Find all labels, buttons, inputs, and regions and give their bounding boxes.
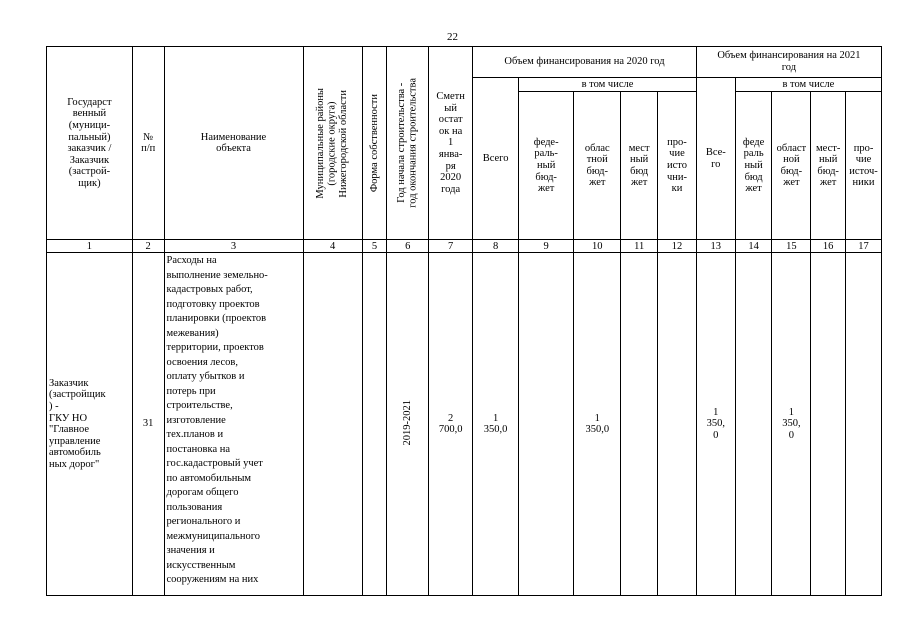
- row-local-2020: [621, 253, 658, 596]
- column-number: 16: [811, 240, 846, 253]
- header-regional-2021: област ной бюд- жет: [772, 92, 811, 240]
- row-ownership: [362, 253, 387, 596]
- page-number: 22: [447, 31, 458, 43]
- row-local-2021: [811, 253, 846, 596]
- column-number: 11: [621, 240, 658, 253]
- row-federal-2020: [519, 253, 574, 596]
- column-number: 17: [846, 240, 882, 253]
- header-row-1: [47, 47, 882, 78]
- column-number: 1: [47, 240, 133, 253]
- column-number-row: [47, 240, 882, 253]
- header-total-2021: Все- го: [696, 78, 735, 240]
- column-number: 15: [772, 240, 811, 253]
- row-regional-2021: 1 350, 0: [772, 253, 811, 596]
- column-number: 5: [362, 240, 387, 253]
- header-group-2021: Объем финансирования на 2021 год: [696, 47, 881, 78]
- header-other-2020: про- чие исто чни- ки: [658, 92, 697, 240]
- header-local-2020: мест ный бюд жет: [621, 92, 658, 240]
- header-including-2021: в том числе: [735, 78, 881, 92]
- column-number: 10: [574, 240, 621, 253]
- column-number: 7: [429, 240, 473, 253]
- header-ownership: Форма собственности: [362, 47, 387, 240]
- header-federal-2020: феде- раль- ный бюд- жет: [519, 92, 574, 240]
- row-estimate-balance: 2 700,0: [429, 253, 473, 596]
- row-other-2020: [658, 253, 697, 596]
- column-number: 2: [132, 240, 164, 253]
- header-years: Год начала строительства - год окончания строительства: [387, 47, 429, 240]
- header-federal-2021: феде раль ный бюд жет: [735, 92, 772, 240]
- column-number: 9: [519, 240, 574, 253]
- row-regional-2020: 1 350,0: [574, 253, 621, 596]
- row-other-2021: [846, 253, 882, 596]
- row-customer: Заказчик (застройщик ) - ГКУ НО "Главное управление автомобиль ных дорог": [47, 253, 133, 596]
- header-regional-2020: облас тной бюд- жет: [574, 92, 621, 240]
- column-number: 8: [473, 240, 519, 253]
- column-number: 14: [735, 240, 772, 253]
- header-local-2021: мест- ный бюд- жет: [811, 92, 846, 240]
- header-object-name: Наименование объекта: [164, 47, 303, 240]
- header-other-2021: про- чие источ- ники: [846, 92, 882, 240]
- column-number: 4: [303, 240, 362, 253]
- header-including-2020: в том числе: [519, 78, 697, 92]
- row-districts: [303, 253, 362, 596]
- row-total-2021: 1 350, 0: [696, 253, 735, 596]
- column-number: 3: [164, 240, 303, 253]
- row-object-name: Расходы на выполнение земельно- кадастровых работ, подготовку проектов планировки (проектов межевания) территории, проектов освоения лесов, оплату убытков и потерь при строительстве, изготовление тех.планов и постановка на гос.кадастровый учет по автомобильным дорогам общего пользования регионального и межмуниципального значения и искусственным сооружениям на них: [164, 253, 303, 596]
- header-group-2020: Объем финансирования на 2020 год: [473, 47, 697, 78]
- column-number: 13: [696, 240, 735, 253]
- header-estimate-balance: Сметн ый остат ок на 1 янва- ря 2020 года: [429, 47, 473, 240]
- row-years: 2019-2021: [387, 253, 429, 596]
- header-districts: Муниципальные районы (городские округа) Нижегородской области: [303, 47, 362, 240]
- row-total-2020: 1 350,0: [473, 253, 519, 596]
- row-federal-2021: [735, 253, 772, 596]
- column-number: 12: [658, 240, 697, 253]
- row-num: 31: [132, 253, 164, 596]
- table-row: [47, 253, 882, 596]
- financing-table: [46, 46, 882, 596]
- header-num: № п/п: [132, 47, 164, 240]
- column-number: 6: [387, 240, 429, 253]
- header-total-2020: Всего: [473, 78, 519, 240]
- header-customer: Государст венный (муници- пальный) заказчик / Заказчик (застрой- щик): [47, 47, 133, 240]
